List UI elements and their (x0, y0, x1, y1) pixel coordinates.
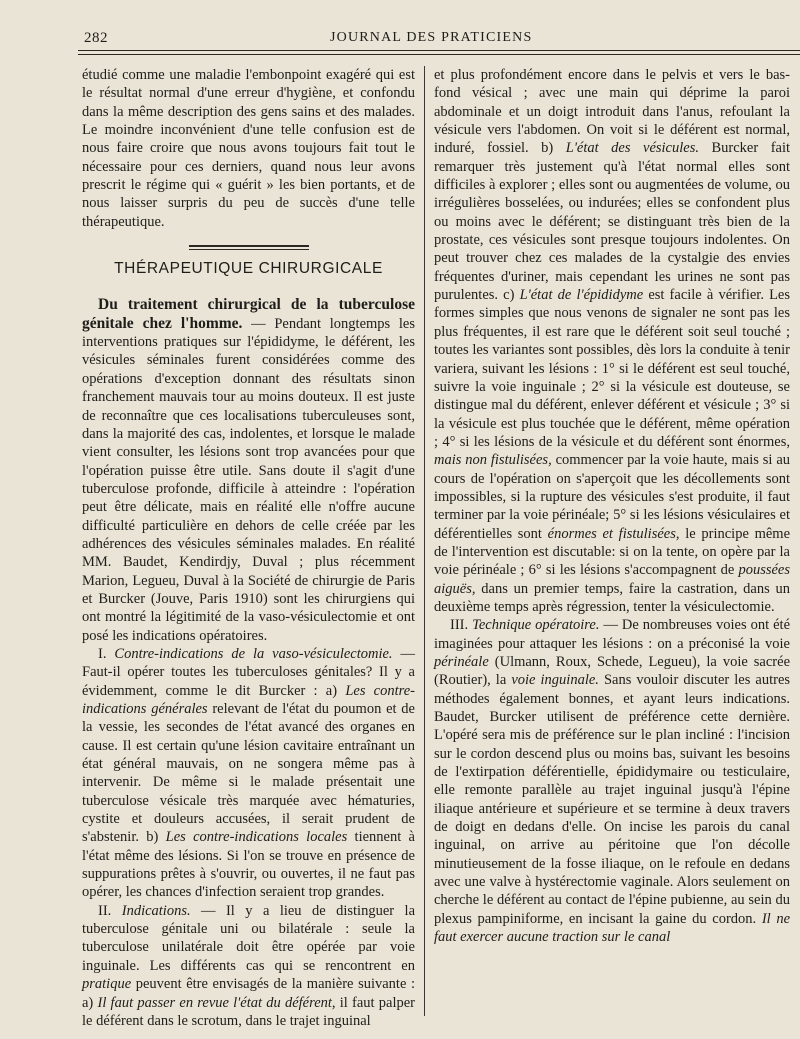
intro-paragraph: étudié comme une maladie l'embonpoint exagéré qui est le résultat normal d'une erreur d'hygiène, et confondu dans la même description des gens sains et des malades. Le moindre inconvénient d'une telle confusion est de nous faire croire que nous avons toujours fait tout le nécessaire pour ces derniers, quand nous leur avons prescrit le régime qui « guérit » les bien portants, et de nous laisser surpris du peu de succès d'une telle thérapeutique. (82, 67, 415, 230)
page-number: 282 (84, 30, 108, 46)
article-paragraph-1: Du traitement chirurgical de la tuberculose génitale chez l'homme. — Pendant longtemps les interventions pratiques sur l'épididyme, le déférent, les vésicules séminales furent considérées comme des opérations d'exception donnant des résultats sinon franchement mauvais tour au moins douteux. Il est juste de reconnaître que ces localisations tuberculeuses sont, dans la majorité des cas, indolentes, et lorsque le malade vient consulter, les lésions sont trop avancées pour que l'opération puisse être utile. Sans doute il s'agit d'une tuberculose profonde, difficile à atteindre : l'opération peut être délicate, mais en réalité elle n'offre aucune difficulté particulière en dehors de celle créée par les adhérences des vésicules séminales malades. En réalité MM. Baudet, Kendirdjy, Duval ; plus récemment Marion, Legueu, Duval à la Société de chirurgie de Paris et Burcker (Jouve, Paris 1910) sont les chirurgiens qui ont montré la légitimité de la vaso-vésiculectomie et ont posé les indications opératoires. (82, 296, 415, 644)
technique-paragraph: III. Technique opératoire. — De nombreuses voies ont été imaginées pour attaquer les lésions : on a préconisé la voie périnéale (Ulmann, Roux, Schede, Legueu), la voie sacrée (Routier), la voie inguinale. Sans vouloir discuter les autres méthodes également bonnes, et ayant leurs indications. Baudet, Burcker utilisent de préférence cette dernière. L'opéré sera mis de préférence sur le plan incliné : l'incision sur le cordon descend plus ou moins bas, suivant les besoins de l'extirpation déférentielle, épididymaire ou testiculaire, elle remonte parallèle au trajet inguinal jusqu'à l'épine iliaque antérieure et supérieure et se termine à deux travers de doigt en dedans d'elle. On incise les parois du canal inguinal, on arrive au péritoine que l'on décolle minutieusement de la fosse iliaque, on le refoule en dedans avec une valve à hystérectomie vaginale. Alors seulement on cherche le déférent au contact de l'épine pubienne, au sein du plexus pampiniforme, en incisant la gaine du cordon. Il ne faut exercer aucune traction sur le canal (434, 617, 791, 946)
section-rule-thin (189, 249, 309, 250)
column-divider (424, 66, 425, 1016)
contre-indications-paragraph: I. Contre-indications de la vaso-vésiculectomie. — Faut-il opérer toutes les tuberculoses génitales? Il y a évidemment, comme le dit Burcker : a) Les contre-indications générales relevant de l'état du poumon et de la vessie, les secondes de l'état avancé des organes en cause. Il est certain qu'une lésion cavitaire entraînant un état général mauvais, on ne songera même pas à intervenir. De même si le malade présentait une tuberculose vésicale très marquée avec hématuries, cystite et douleurs accusées, il serait prudent de s'abstenir. b) Les contre-indications locales tiennent à l'état même des lésions. Si l'on se trouve en présence de suppurations prêtes à s'ouvrir, ou ouvertes, il ne faut pas opérer, les chances d'infection seraient trop grandes. (82, 645, 416, 901)
right-column (434, 66, 790, 947)
header-rule-thin (78, 54, 800, 55)
indications-paragraph: II. Indications. — Il y a lieu de distinguer la tuberculose génitale uni ou bilatérale : seule la tuberculose unilatérale doit être opérée par voie inguinale. Les différents cas qui se rencontrent en pratique peuvent être envisagés de la manière suivante : a) Il faut passer en revue l'état du déférent, il faut palper le déférent dans le scrotum, dans le trajet inguinal (82, 902, 416, 1029)
section-rule (189, 245, 309, 247)
left-column (82, 66, 415, 1030)
section-title: THÉRAPEUTIQUE CHIRURGICALE (114, 260, 383, 278)
page-header (78, 28, 800, 52)
article-title: Du traitement chirurgical de la tuberculose génitale chez l'homme. (82, 296, 415, 332)
examination-paragraph: et plus profondément encore dans le pelvis et vers le bas-fond vésical ; avec une main qui déprime la paroi abdominale et un doigt introduit dans l'anus, refoulant la vésicule vers l'abdomen. On voit si le déférent est normal, induré, fossiel. b) L'état des vésicules. Burcker fait remarquer très justement qu'à l'état normal elles sont difficiles à explorer ; elles sont ou augmentées de volume, ou irrégulières bosselées, ou indurées; elles se confondent plus ou moins avec le déférent; se distinguant très bien de la prostate, ces vésicules sont presque toujours indolentes. On peut trouver chez ces malades de la cystalgie des envies fréquentes d'uriner, mais cependant les urines ne sont pas purulentes. c) L'état de l'épididyme est facile à vérifier. Les formes simples que nous venons de signaler ne sont pas les plus fréquentes, il est rare que le déférent soit seul touché ; toutes les variantes sont possibles, dès lors la conduite à tenir variera, suivant les lésions : 1° si le déférent est seul touché, suivre la voie inguinale ; 2° si la vésicule est douteuse, se distingue mal du déférent, enlever déférent et vésicule ; 3° si la vésicule est plus touchée que le déférent, même opération ; 4° si les lésions de la vésicule et du déférent sont énormes, mais non fistulisées, commencer par la voie haute, mais si au cours de l'opération on s'aperçoit que les décollements sont impossibles, si la rupture des vésicules s'est produite, il faut terminer par la voie périnéale; 5° si les lésions vésiculaires et déférentielles sont énormes et fistulisées, le principe même de l'intervention est discutable: si on la tente, on opère par la voie périnéale ; 6° si les lésions s'accompagnent de poussées aiguës, dans un premier temps, faire la castration, dans un deuxième temps après régression, tenter la vésiculectomie. (434, 67, 791, 615)
running-title: JOURNAL DES PRATICIENS (330, 30, 533, 45)
header-rule (78, 50, 800, 51)
